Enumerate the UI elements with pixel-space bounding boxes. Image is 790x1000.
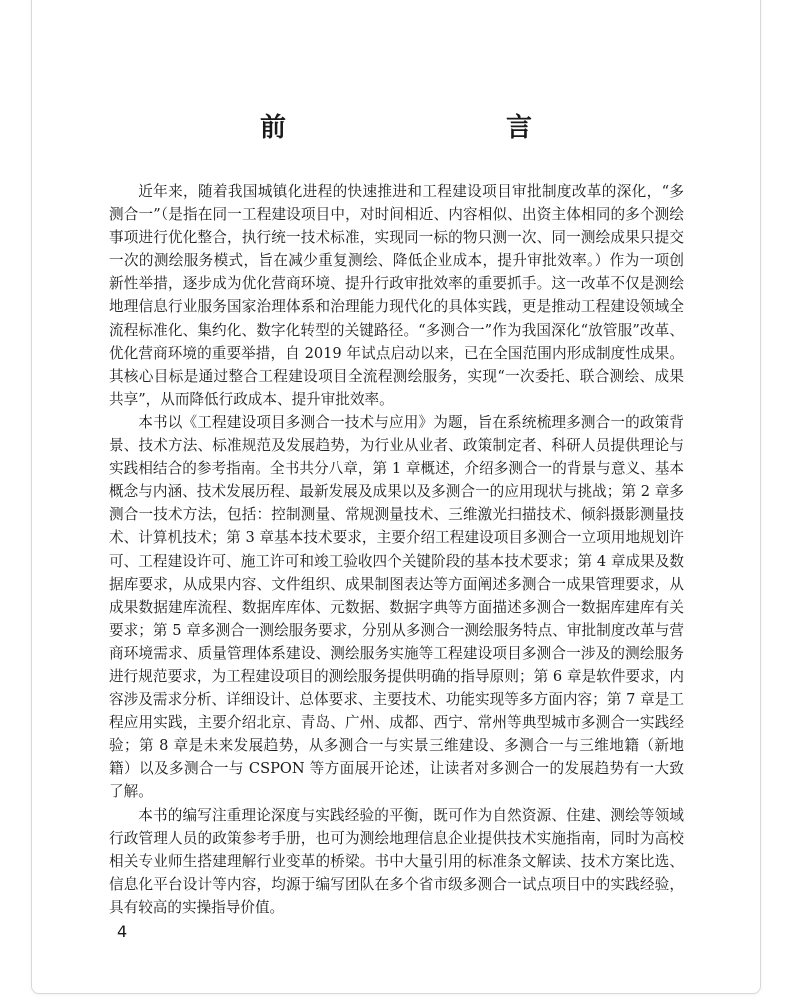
page-number: 4: [117, 922, 128, 941]
preface-body: [109, 180, 684, 919]
paragraph-2: 本书以《工程建设项目多测合一技术与应用》为题，旨在系统梳理多测合一的政策背景、技术方法、标准规范及发展趋势，为行业从业者、政策制定者、科研人员提供理论与实践相结合的参考指南。全书共分八章，第 1 章概述，介绍多测合一的背景与意义、基本概念与内涵、技术发展历程、最新发展及成果以及多测合一的应用现状与挑战；第 2 章多测合一技术方法，包括：控制测量、常规测量技术、三维激光扫描技术、倾斜摄影测量技术、计算机技术；第 3 章基本技术要求，主要介绍工程建设项目多测合一立项用地规划许可、工程建设许可、施工许可和竣工验收四个关键阶段的基本技术要求；第 4 章成果及数据库要求，从成果内容、文件组织、成果制图表达等方面阐述多测合一成果管理要求，从成果数据建库流程、数据库库体、元数据、数据字典等方面描述多测合一数据库建库有关要求；第 5 章多测合一测绘服务要求，分别从多测合一测绘服务特点、审批制度改革与营商环境需求、质量管理体系建设、测绘服务实施等工程建设项目多测合一涉及的测绘服务进行规范要求，为工程建设项目的测绘服务提供明确的指导原则；第 6 章是软件要求，内容涉及需求分析、详细设计、总体要求、主要技术、功能实现等多方面内容；第 7 章是工程应用实践，主要介绍北京、青岛、广州、成都、西宁、常州等典型城市多测合一实践经验；第 8 章是未来发展趋势，从多测合一与实景三维建设、多测合一与三维地籍（新地籍）以及多测合一与 CSPON 等方面展开论述，让读者对多测合一的发展趋势有一大致了解。: [109, 413, 684, 801]
paragraph-1: 近年来，随着我国城镇化进程的快速推进和工程建设项目审批制度改革的深化，“多测合一”（是指在同一工程建设项目中，对时间相近、内容相似、出资主体相同的多个测绘事项进行优化整合，执行统一技术标准，实现同一标的物只测一次、同一测绘成果只提交一次的测绘服务模式，旨在减少重复测绘、降低企业成本，提升审批效率。）作为一项创新性举措，逐步成为优化营商环境、提升行政审批效率的重要抓手。这一改革不仅是测绘地理信息行业服务国家治理体系和治理能力现代化的具体实践，更是推动工程建设领域全流程标准化、集约化、数字化转型的关键路径。“多测合一”作为我国深化“放管服”改革、优化营商环境的重要举措，自 2019 年试点启动以来，已在全国范围内形成制度性成果。其核心目标是通过整合工程建设项目全流程测绘服务，实现“一次委托、联合测绘、成果共享”，从而降低行政成本、提升审批效率。: [109, 183, 684, 408]
page-title: 前 言: [259, 113, 588, 143]
book-page: [31, 0, 761, 994]
paragraph-3: 本书的编写注重理论深度与实践经验的平衡，既可作为自然资源、住建、测绘等领域行政管理人员的政策参考手册，也可为测绘地理信息企业提供技术实施指南，同时为高校相关专业师生搭建理解行业变革的桥梁。书中大量引用的标准条文解读、技术方案比选、信息化平台设计等内容，均源于编写团队在多个省市级多测合一试点项目中的实践经验，具有较高的实操指导价值。: [109, 806, 684, 916]
